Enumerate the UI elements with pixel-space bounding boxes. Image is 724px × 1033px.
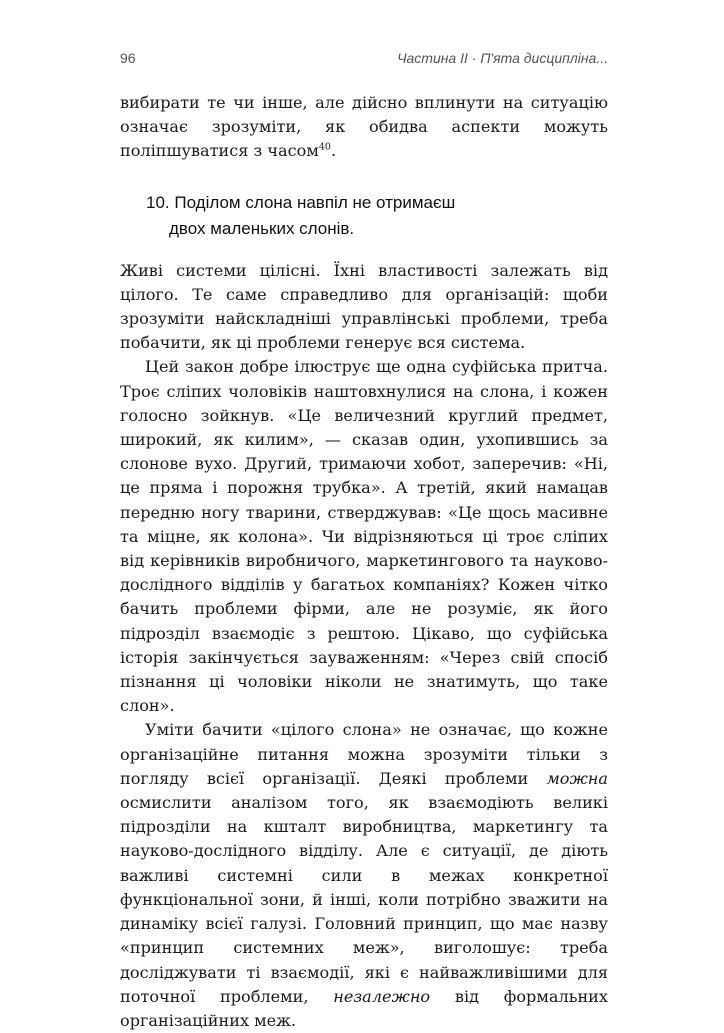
emphasis-nezalezhno: незалежно xyxy=(333,986,431,1006)
paragraph-2: Цей закон добре ілюструє ще одна суфійська притча. Троє сліпих чоловіків наштовхнулися на слона, і кожен голосно зойкнув. «Це величезний круглий предмет, широкий, як килим», — сказав один, ухопившись за слонове вухо. Другий, тримаючи хобот, заперечив: «Ні, це пряма і порожня трубка». А третій, який намацав передню ногу тварини, стверджував: «Це щось масивне та міцне, як колона». Чи відрізняються ці троє сліпих від керівників виробничого, маркетингового та науково-дослідного відділів у багатьох компаніях? Кожен чітко бачить проблеми фірми, але не розуміє, як його підрозділ взаємодіє з рештою. Цікаво, що суфійська історія закінчується зауваженням: «Через свій спосіб пізнання ці чоловіки ніколи не знатимуть, що таке слон». xyxy=(120,357,608,716)
page-number: 96 xyxy=(120,50,136,66)
emphasis-mozhna: можна xyxy=(546,768,608,788)
paragraph-3-part-b: осмислити аналізом того, як взаємодіють великі підрозділи на кшталт виробництва, маркетингу та науково-дослідного відділу. Але є ситуації, де діють важливі системні сили в межах конкретної функціональної зони, й інші, коли потрібно зважити на динаміку всієї галузі. Головний принцип, що має назву «принцип системних меж», виголошує: треба досліджувати ті взаємодії, які є найважливішими для поточної проблеми, xyxy=(120,793,608,1006)
intro-end: . xyxy=(330,141,337,161)
heading-line-2: двох маленьких слонів. xyxy=(169,218,355,238)
running-head xyxy=(120,50,608,70)
page-body xyxy=(120,91,608,1033)
intro-text: вибирати те чи інше, але дійсно вплинути на ситуацію означає зрозуміти, як обидва аспекти можуть поліпшуватися з часом xyxy=(120,93,608,161)
section-heading xyxy=(146,190,608,242)
paragraph-1: Живі системи цілісні. Їхні властивості залежать від цілого. Те саме справедливо для організацій: щоби зрозуміти найскладніші управлінські проблеми, треба побачити, як ці проблеми генерує вся система. xyxy=(120,260,608,353)
intro-paragraph xyxy=(120,91,608,164)
running-title: Частина II · П'ята дисципліна... xyxy=(397,50,608,66)
paragraph-3 xyxy=(120,718,608,1033)
footnote-marker: 40 xyxy=(318,142,331,154)
heading-line-1: 10. Поділом слона навпіл не отримаєш xyxy=(146,192,456,212)
paragraph-3-part-a: Уміти бачити «цілого слона» не означає, що кожне організаційне питання можна зрозуміти тільки з погляду всієї організації. Деякі проблеми xyxy=(120,720,608,788)
paragraph-3-part-c: від формальних організаційних меж. xyxy=(120,986,608,1030)
